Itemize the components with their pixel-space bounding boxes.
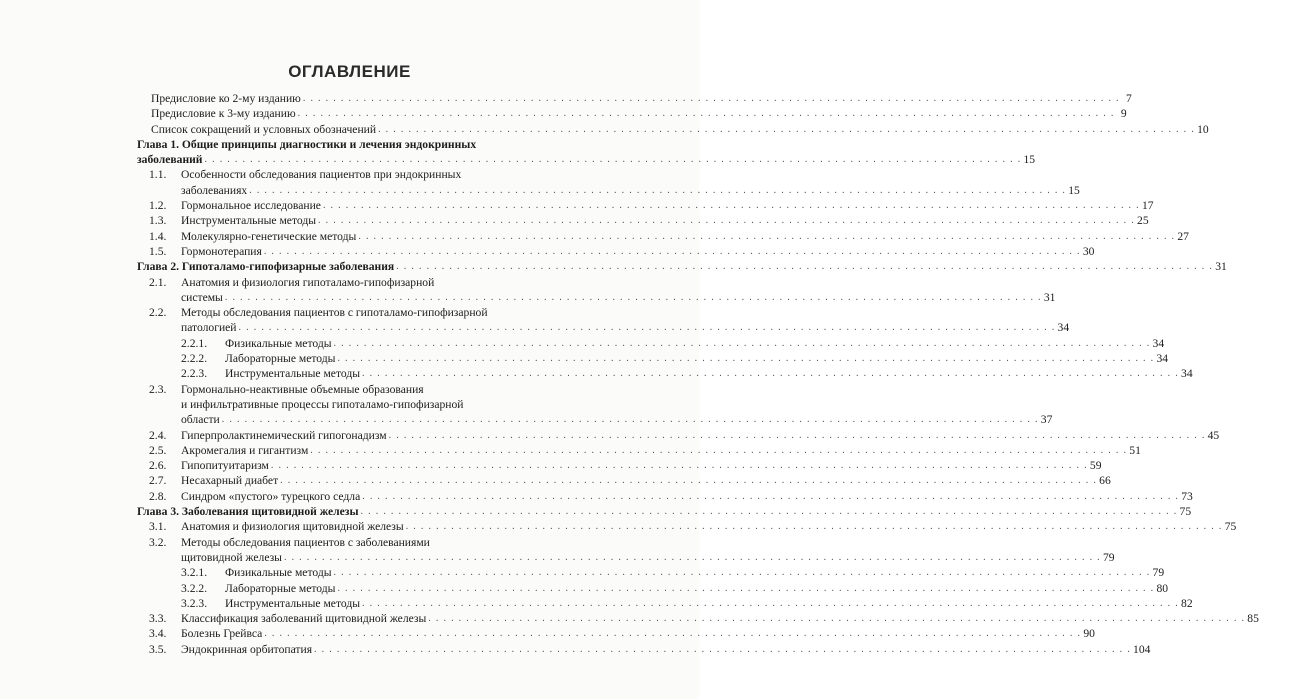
toc-entry: [137, 443, 1141, 458]
toc-entry-title: Методы обследования пациентов с гипоталамо-гипофизарной: [181, 306, 488, 320]
toc-entry: [137, 244, 1095, 259]
dot-leader: [284, 550, 1101, 565]
toc-entry: [137, 366, 1193, 381]
toc-page-number: 79: [1152, 566, 1165, 580]
toc-entry: [137, 351, 1169, 366]
toc-entry: [137, 382, 545, 397]
toc-page-number: 73: [1181, 489, 1193, 503]
toc-page-number: 51: [1129, 443, 1141, 457]
dot-leader: [362, 366, 1179, 381]
toc-page-number: 30: [1082, 244, 1095, 258]
toc-entry-title: Несахарный диабет: [181, 474, 279, 488]
toc-entry-title: патологией: [181, 321, 237, 335]
toc-entry-number: 2.5.: [149, 443, 167, 457]
toc-entry: [137, 519, 1237, 534]
dot-leader: [361, 504, 1178, 519]
dot-leader: [406, 519, 1223, 534]
toc-entry-title: области: [181, 413, 220, 427]
dot-leader: [318, 213, 1135, 228]
toc-entry-number: 2.1.: [149, 275, 167, 289]
toc-entry: [137, 229, 1189, 244]
dot-leader: [271, 458, 1088, 473]
toc-entry-number: 2.7.: [149, 474, 167, 488]
toc-entry-title: Глава 1. Общие принципы диагностики и лечения эндокринных: [137, 137, 477, 151]
toc-entry: [137, 275, 545, 290]
toc-entry: [137, 473, 1111, 488]
toc-entry: [137, 106, 1127, 121]
toc-entry: [137, 198, 1154, 213]
toc-entry-title: Глава 2. Гипоталамо-гипофизарные заболевания: [137, 260, 395, 274]
toc-entry: [137, 412, 1053, 427]
dot-leader: [378, 122, 1195, 137]
toc-entry-number: 1.1.: [149, 168, 167, 182]
toc-page-number: 66: [1099, 474, 1111, 488]
toc-page-number: 37: [1040, 413, 1053, 427]
toc-entry-title: Гипопитуитаризм: [181, 459, 269, 473]
toc-entry: [137, 581, 1169, 596]
toc-page-number: 34: [1156, 352, 1169, 366]
dot-leader: [358, 229, 1175, 244]
toc-page-number: 85: [1247, 612, 1259, 626]
toc-page-number: 7: [1126, 92, 1132, 105]
toc-entry: [137, 428, 1220, 443]
toc-page-number: 15: [1068, 183, 1080, 197]
toc-entry-number: 3.2.3.: [181, 596, 208, 610]
toc-page-number: 25: [1137, 214, 1149, 228]
dot-leader: [264, 626, 1081, 641]
toc-entry: [137, 489, 1193, 504]
toc-entry-title: Физикальные методы: [225, 566, 332, 580]
toc-page-number: 79: [1102, 550, 1115, 564]
toc-entry-number: 2.3.: [149, 382, 167, 396]
toc-entry-number: 3.3.: [149, 612, 167, 626]
toc-entry: [137, 122, 1209, 137]
toc-entry-title: Болезнь Грейвса: [181, 627, 263, 641]
toc-page-number: 31: [1043, 290, 1056, 304]
dot-leader: [298, 106, 1115, 121]
dot-leader: [310, 443, 1127, 458]
toc-chapter-entry: [137, 152, 1036, 167]
toc-page-number: 80: [1156, 581, 1169, 595]
toc-entry-title: щитовидной железы: [181, 550, 282, 564]
toc-entry-number: 3.1.: [149, 520, 167, 534]
toc-entry-title: Анатомия и физиология щитовидной железы: [181, 520, 404, 534]
toc-entry: [137, 535, 545, 550]
toc-page-number: 90: [1083, 627, 1095, 641]
toc-entry-title: Классификация заболеваний щитовидной железы: [181, 612, 427, 626]
toc-entry: [137, 213, 1149, 228]
toc-entry-number: 3.5.: [149, 642, 167, 656]
dot-leader: [280, 473, 1097, 488]
toc-page-number: 10: [1197, 122, 1209, 136]
toc-entry-title: Гормонотерапия: [181, 244, 262, 258]
toc-entry-title: Гормональное исследование: [181, 199, 321, 213]
toc-entry-number: 1.3.: [149, 214, 167, 228]
toc-entry-number: 2.2.2.: [181, 352, 208, 366]
dot-leader: [389, 428, 1206, 443]
toc-entry-number: 2.2.3.: [181, 367, 208, 381]
toc-entry-number: 1.5.: [149, 244, 167, 258]
toc-page-number: 34: [1057, 321, 1070, 335]
toc-entry-title: Гормонально-неактивные объемные образования: [181, 382, 424, 396]
toc-entry: [137, 397, 545, 412]
toc-page-number: 34: [1152, 336, 1165, 350]
toc-entry: [137, 642, 1151, 657]
toc-entry-title: Эндокринная орбитопатия: [181, 642, 313, 656]
toc-entry: [137, 626, 1095, 641]
toc-entry: [137, 611, 1259, 626]
toc-entry: [137, 91, 1132, 106]
toc-entry: [137, 458, 1102, 473]
dot-leader: [314, 642, 1131, 657]
dot-leader: [334, 336, 1151, 351]
dot-leader: [239, 320, 1056, 335]
toc-entry: [137, 290, 1056, 305]
toc-entry: [137, 550, 1115, 565]
toc-chapter-entry: [137, 259, 1227, 274]
toc-entry-title: Предисловие к 3-му изданию: [151, 107, 296, 121]
toc-page-number: 104: [1133, 642, 1151, 656]
toc-entry-number: 1.4.: [149, 229, 167, 243]
toc-entry-title: Предисловие ко 2-му изданию: [151, 92, 301, 105]
toc-page-number: 75: [1179, 505, 1192, 519]
toc-chapter-entry: [137, 504, 1192, 519]
toc-entry-number: 2.2.1.: [181, 336, 208, 350]
toc-page-number: 45: [1207, 428, 1220, 442]
toc-chapter-entry: [137, 137, 545, 152]
toc-entry-title: Инструментальные методы: [225, 596, 361, 610]
toc-entry-title: заболеваний: [137, 153, 203, 167]
dot-leader: [264, 244, 1081, 259]
dot-leader: [205, 152, 1022, 167]
toc-entry-number: 2.4.: [149, 428, 167, 442]
toc-entry-title: Синдром «пустого» турецкого седла: [181, 489, 361, 503]
toc-entry-title: Методы обследования пациентов с заболеваниями: [181, 535, 430, 549]
toc-entry-number: 3.2.: [149, 535, 167, 549]
toc-page-number: 9: [1120, 107, 1127, 121]
toc-entry-number: 2.2.: [149, 306, 167, 320]
dot-leader: [362, 596, 1179, 611]
toc-entry-title: Акромегалия и гигантизм: [181, 443, 309, 457]
toc-entry-title: и инфильтративные процессы гипоталамо-гипофизарной: [181, 397, 464, 411]
toc-entry-title: Глава 3. Заболевания щитовидной железы: [137, 505, 359, 519]
toc-page-number: 15: [1023, 153, 1036, 167]
toc-entry-number: 3.2.1.: [181, 566, 208, 580]
toc-entry-title: Лабораторные методы: [225, 352, 336, 366]
toc-page-number: 17: [1141, 199, 1154, 213]
toc-entry-number: 3.4.: [149, 627, 167, 641]
toc-entry-title: Физикальные методы: [225, 336, 332, 350]
toc-page-number: 27: [1177, 229, 1189, 243]
dot-leader: [337, 581, 1154, 596]
toc-entry-title: Инструментальные методы: [181, 214, 317, 228]
toc-entry: [137, 167, 545, 182]
dot-leader: [428, 611, 1245, 626]
toc-entry-title: Лабораторные методы: [225, 581, 336, 595]
toc-entry: [137, 320, 1070, 335]
toc-entry-title: заболеваниях: [181, 183, 248, 197]
toc-entry-number: 3.2.2.: [181, 581, 208, 595]
toc-entry-title: Инструментальные методы: [225, 367, 361, 381]
toc-entry-title: Список сокращений и условных обозначений: [151, 122, 377, 136]
toc-entry-title: Молекулярно-генетические методы: [181, 229, 357, 243]
toc-entry: [137, 183, 1080, 198]
dot-leader: [323, 198, 1140, 213]
page-title: ОГЛАВЛЕНИЕ: [288, 62, 411, 81]
table-of-contents: [137, 91, 1259, 657]
toc-page-number: 82: [1181, 596, 1193, 610]
toc-entry-title: системы: [181, 290, 223, 304]
dot-leader: [303, 91, 1120, 106]
toc-page-number: 34: [1181, 367, 1193, 381]
toc-entry-title: Особенности обследования пациентов при эндокринных: [181, 168, 462, 182]
toc-page-number: 59: [1089, 459, 1102, 473]
toc-entry: [137, 565, 1165, 580]
dot-leader: [225, 290, 1042, 305]
dot-leader: [337, 351, 1154, 366]
dot-leader: [222, 412, 1039, 427]
toc-page-number: 31: [1215, 260, 1227, 274]
dot-leader: [249, 183, 1066, 198]
toc-entry-number: 2.6.: [149, 459, 167, 473]
toc-entry-number: 1.2.: [149, 199, 167, 213]
dot-leader: [396, 259, 1213, 274]
dot-leader: [334, 565, 1151, 580]
toc-entry-number: 2.8.: [149, 489, 167, 503]
toc-entry-title: Анатомия и физиология гипоталамо-гипофизарной: [181, 275, 435, 289]
toc-entry: [137, 336, 1165, 351]
toc-entry: [137, 596, 1193, 611]
toc-entry-title: Гиперпролактинемический гипогонадизм: [181, 428, 387, 442]
toc-entry: [137, 305, 545, 320]
dot-leader: [362, 489, 1179, 504]
toc-page-number: 75: [1224, 520, 1237, 534]
